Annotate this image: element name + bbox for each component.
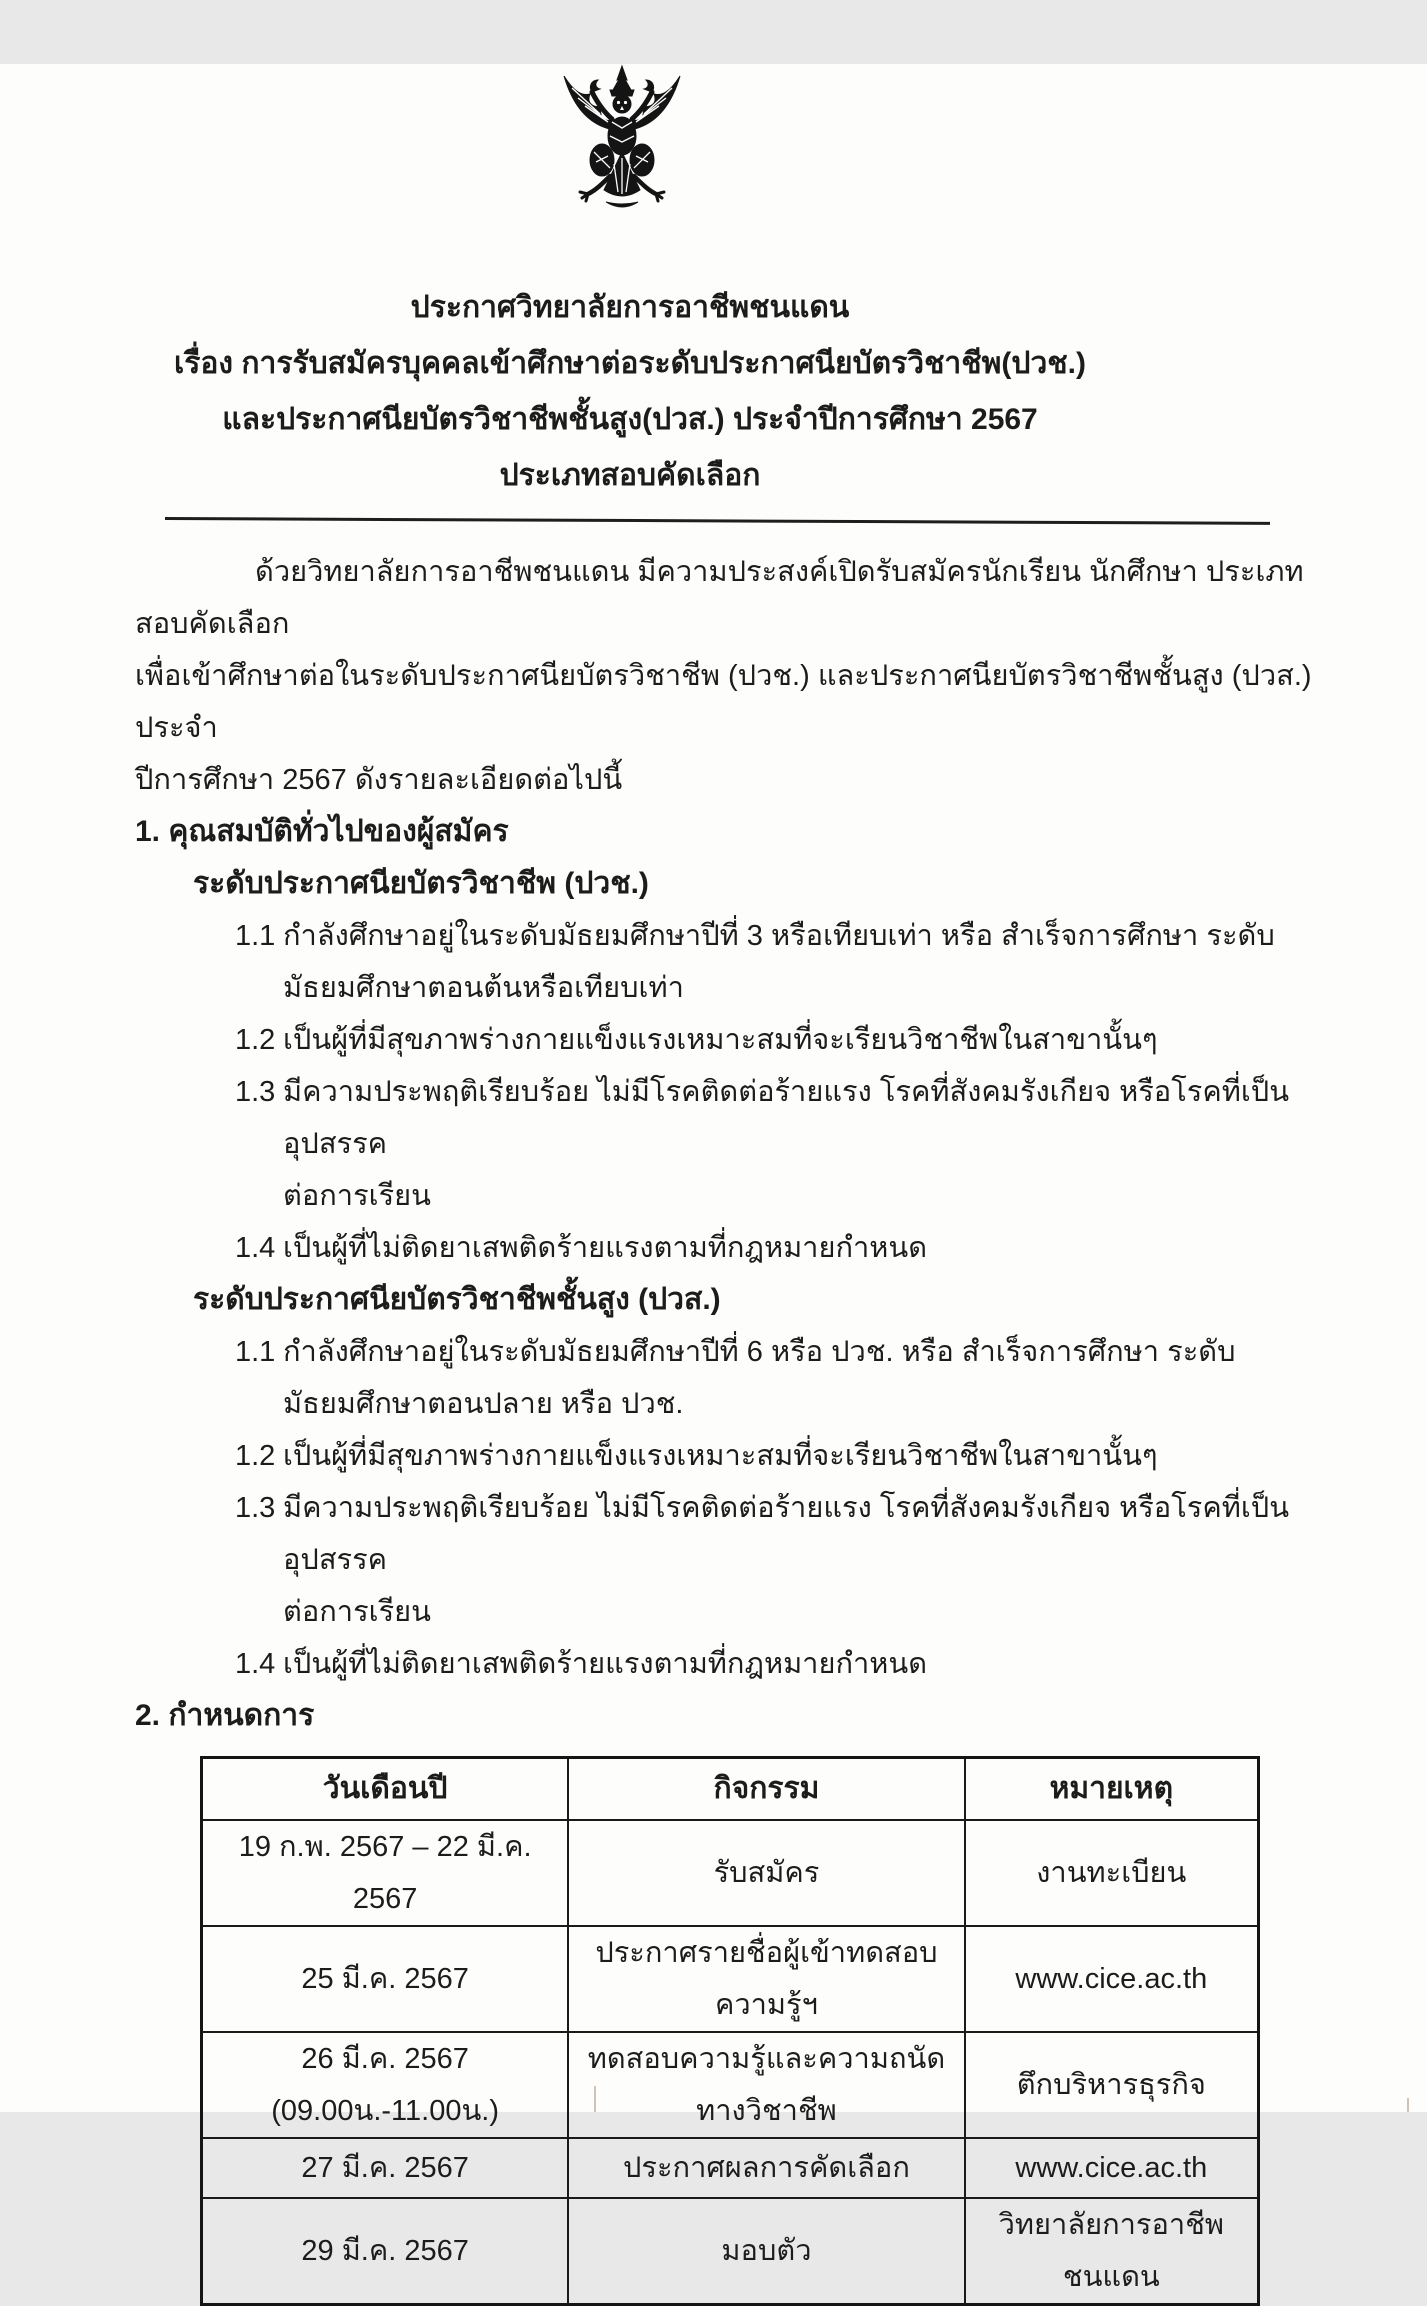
schedule-cell-date: 29 มี.ค. 2567 (202, 2198, 569, 2305)
schedule-cell-activity: มอบตัว (568, 2198, 964, 2305)
schedule-cell-activity: รับสมัคร (568, 1820, 964, 1926)
qualification-item (235, 910, 1345, 1014)
section-1-heading: 1. คุณสมบัติทั่วไปของผู้สมัคร (135, 815, 509, 848)
item-line: เป็นผู้ที่มีสุขภาพร่างกายแข็งแรงเหมาะสมที่จะเรียนวิชาชีพในสาขานั้นๆ (283, 1440, 1158, 1472)
qualification-item (235, 1222, 1345, 1274)
item-line: เป็นผู้ที่ไม่ติดยาเสพติดร้ายแรงตามที่กฎหมายกำหนด (283, 1648, 928, 1680)
item-number: 1.1 (235, 1336, 276, 1368)
item-number: 1.4 (235, 1648, 276, 1680)
column-header-date: วันเดือนปี (202, 1758, 569, 1821)
item-text (283, 1222, 1345, 1274)
document-body (135, 546, 1345, 2306)
schedule-row (202, 2032, 1259, 2138)
item-number: 1.2 (235, 1024, 276, 1056)
schedule-cell-date: 26 มี.ค. 2567 (09.00น.-11.00น.) (202, 2032, 569, 2138)
qualification-item (235, 1638, 1345, 1690)
intro-line: เพื่อเข้าศึกษาต่อในระดับประกาศนียบัตรวิชาชีพ (ปวช.) และประกาศนียบัตรวิชาชีพชั้นสูง (ปวส.) ประจำ (135, 660, 1312, 744)
item-line: เป็นผู้ที่มีสุขภาพร่างกายแข็งแรงเหมาะสมที่จะเรียนวิชาชีพในสาขานั้นๆ (283, 1024, 1158, 1056)
item-text (283, 910, 1345, 1014)
section-2-heading: 2. กำหนดการ (135, 1699, 315, 1732)
item-line: มัธยมศึกษาตอนปลาย หรือ ปวช. (283, 1388, 684, 1420)
item-text (283, 1326, 1345, 1430)
schedule-cell-note: ตึกบริหารธุรกิจ (965, 2032, 1259, 2138)
item-line: มีความประพฤติเรียบร้อย ไม่มีโรคติดต่อร้ายแรง โรคที่สังคมรังเกียจ หรือโรคที่เป็นอุปสรรค (283, 1492, 1290, 1576)
schedule-row (202, 2198, 1259, 2305)
item-line: เป็นผู้ที่ไม่ติดยาเสพติดร้ายแรงตามที่กฎหมายกำหนด (283, 1232, 928, 1264)
item-line: มีความประพฤติเรียบร้อย ไม่มีโรคติดต่อร้ายแรง โรคที่สังคมรังเกียจ หรือโรคที่เป็นอุปสรรค (283, 1076, 1290, 1160)
schedule-cell-note: วิทยาลัยการอาชีพชนแดน (965, 2198, 1259, 2305)
intro-paragraph (135, 546, 1345, 806)
subject-line-1: เรื่อง การรับสมัครบุคคลเข้าศึกษาต่อระดับประกาศนียบัตรวิชาชีพ(ปวช.) (174, 347, 1086, 380)
schedule-cell-date: 19 ก.พ. 2567 – 22 มี.ค. 2567 (202, 1820, 569, 1926)
header-divider (165, 517, 1270, 525)
scan-artifact (1407, 2098, 1409, 2112)
schedule-cell-activity: ประกาศรายชื่อผู้เข้าทดสอบความรู้ฯ (568, 1926, 964, 2032)
item-text (283, 1430, 1345, 1482)
item-text (283, 1482, 1345, 1638)
item-line: กำลังศึกษาอยู่ในระดับมัธยมศึกษาปีที่ 6 หรือ ปวช. หรือ สำเร็จการศึกษา ระดับ (283, 1336, 1236, 1368)
item-line: ต่อการเรียน (283, 1596, 431, 1628)
item-line: กำลังศึกษาอยู่ในระดับมัธยมศึกษาปีที่ 3 หรือเทียบเท่า หรือ สำเร็จการศึกษา ระดับ (283, 920, 1275, 952)
document-header (135, 280, 1125, 504)
schedule-cell-note: www.cice.ac.th (965, 2138, 1259, 2198)
item-text (283, 1638, 1345, 1690)
schedule-cell-date: 25 มี.ค. 2567 (202, 1926, 569, 2032)
column-header-note: หมายเหตุ (965, 1758, 1259, 1821)
schedule-cell-activity: ทดสอบความรู้และความถนัดทางวิชาชีพ (568, 2032, 964, 2138)
item-text (283, 1014, 1345, 1066)
group-1-heading: ระดับประกาศนียบัตรวิชาชีพ (ปวช.) (193, 867, 649, 900)
qualification-item (235, 1014, 1345, 1066)
subject-line-3: ประเภทสอบคัดเลือก (499, 459, 761, 492)
qualification-item (235, 1482, 1345, 1638)
item-number: 1.4 (235, 1232, 276, 1264)
schedule-cell-activity: ประกาศผลการคัดเลือก (568, 2138, 964, 2198)
scan-artifact (594, 2086, 596, 2112)
schedule-table (200, 1756, 1260, 2306)
schedule-cell-date: 27 มี.ค. 2567 (202, 2138, 569, 2198)
schedule-row (202, 2138, 1259, 2198)
garuda-emblem (552, 64, 692, 214)
schedule-row (202, 1926, 1259, 2032)
item-line: ต่อการเรียน (283, 1180, 431, 1212)
qualification-item (235, 1430, 1345, 1482)
item-number: 1.3 (235, 1492, 276, 1524)
announcement-document (0, 64, 1427, 2293)
item-number: 1.3 (235, 1076, 276, 1108)
schedule-cell-note: www.cice.ac.th (965, 1926, 1259, 2032)
schedule-cell-note: งานทะเบียน (965, 1820, 1259, 1926)
intro-line: ปีการศึกษา 2567 ดังรายละเอียดต่อไปนี้ (135, 764, 623, 796)
column-header-activity: กิจกรรม (568, 1758, 964, 1821)
subject-line-2: และประกาศนียบัตรวิชาชีพชั้นสูง(ปวส.) ประจำปีการศึกษา 2567 (222, 403, 1038, 436)
schedule-header-row (202, 1758, 1259, 1821)
item-number: 1.1 (235, 920, 276, 952)
qualification-item (235, 1066, 1345, 1222)
group-2-heading: ระดับประกาศนียบัตรวิชาชีพชั้นสูง (ปวส.) (193, 1283, 721, 1316)
item-text (283, 1066, 1345, 1222)
intro-line: ด้วยวิทยาลัยการอาชีพชนแดน มีความประสงค์เปิดรับสมัครนักเรียน นักศึกษา ประเภทสอบคัดเลือก (135, 556, 1304, 640)
item-number: 1.2 (235, 1440, 276, 1472)
item-line: มัธยมศึกษาตอนต้นหรือเทียบเท่า (283, 972, 684, 1004)
qualification-item (235, 1326, 1345, 1430)
schedule-row (202, 1820, 1259, 1926)
announcement-title: ประกาศวิทยาลัยการอาชีพชนแดน (410, 291, 850, 324)
